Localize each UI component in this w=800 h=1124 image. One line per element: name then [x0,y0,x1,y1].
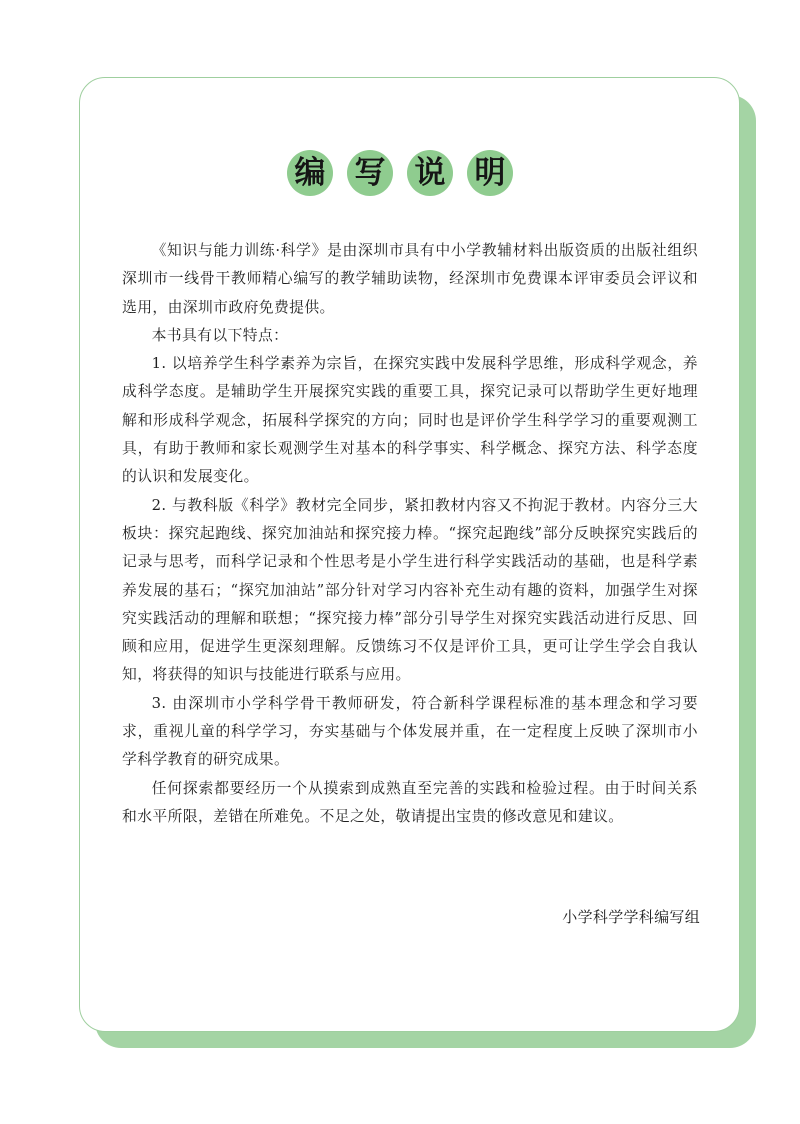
title-char-2: 写 [347,150,393,196]
title-char-4: 明 [467,150,513,196]
title-char-3: 说 [407,150,453,196]
title-char-1: 编 [287,150,333,196]
paragraph-feature-2: 2. 与教科版《科学》教材完全同步，紧扣教材内容又不拘泥于教材。内容分三大板块：探究起跑线、探究加油站和探究接力棒。“探究起跑线”部分反映探究实践后的记录与思考，而科学记录和个性思考是小学生进行科学实践活动的基础，也是科学素养发展的基石；“探究加油站”部分针对学习内容补充生动有趣的资料，加强学生对探究实践活动的理解和联想；“探究接力棒”部分引导学生对探究实践活动进行反思、回顾和应用，促进学生更深刻理解。反馈练习不仅是评价工具，更可让学生学会自我认知，将获得的知识与技能进行联系与应用。 [122,496,698,684]
body-text [122,237,698,831]
paragraph-feature-1: 1. 以培养学生科学素养为宗旨，在探究实践中发展科学思维，形成科学观念，养成科学态度。是辅助学生开展探究实践的重要工具，探究记录可以帮助学生更好地理解和形成科学观念，拓展科学探究的方向；同时也是评价学生科学学习的重要观测工具，有助于教师和家长观测学生对基本的科学事实、科学概念、探究方法、科学态度的认识和发展变化。 [122,355,698,486]
paragraph-feature-3: 3. 由深圳市小学科学骨干教师研发，符合新科学课程标准的基本理念和学习要求，重视儿童的科学学习，夯实基础与个体发展并重，在一定程度上反映了深圳市小学科学教育的研究成果。 [122,694,698,769]
paragraph-closing: 任何探索都要经历一个从摸索到成熟直至完善的实践和检验过程。由于时间关系和水平所限，差错在所难免。不足之处，敬请提出宝贵的修改意见和建议。 [122,779,698,825]
paragraph-features-heading: 本书具有以下特点： [151,326,289,344]
page-title [0,150,800,196]
paragraph-intro: 《知识与能力训练·科学》是由深圳市具有中小学教辅材料出版资质的出版社组织深圳市一线骨干教师精心编写的教学辅助读物，经深圳市免费课本评审委员会评议和选用，由深圳市政府免费提供。 [122,242,698,316]
signature: 小学科学学科编写组 [562,908,700,926]
